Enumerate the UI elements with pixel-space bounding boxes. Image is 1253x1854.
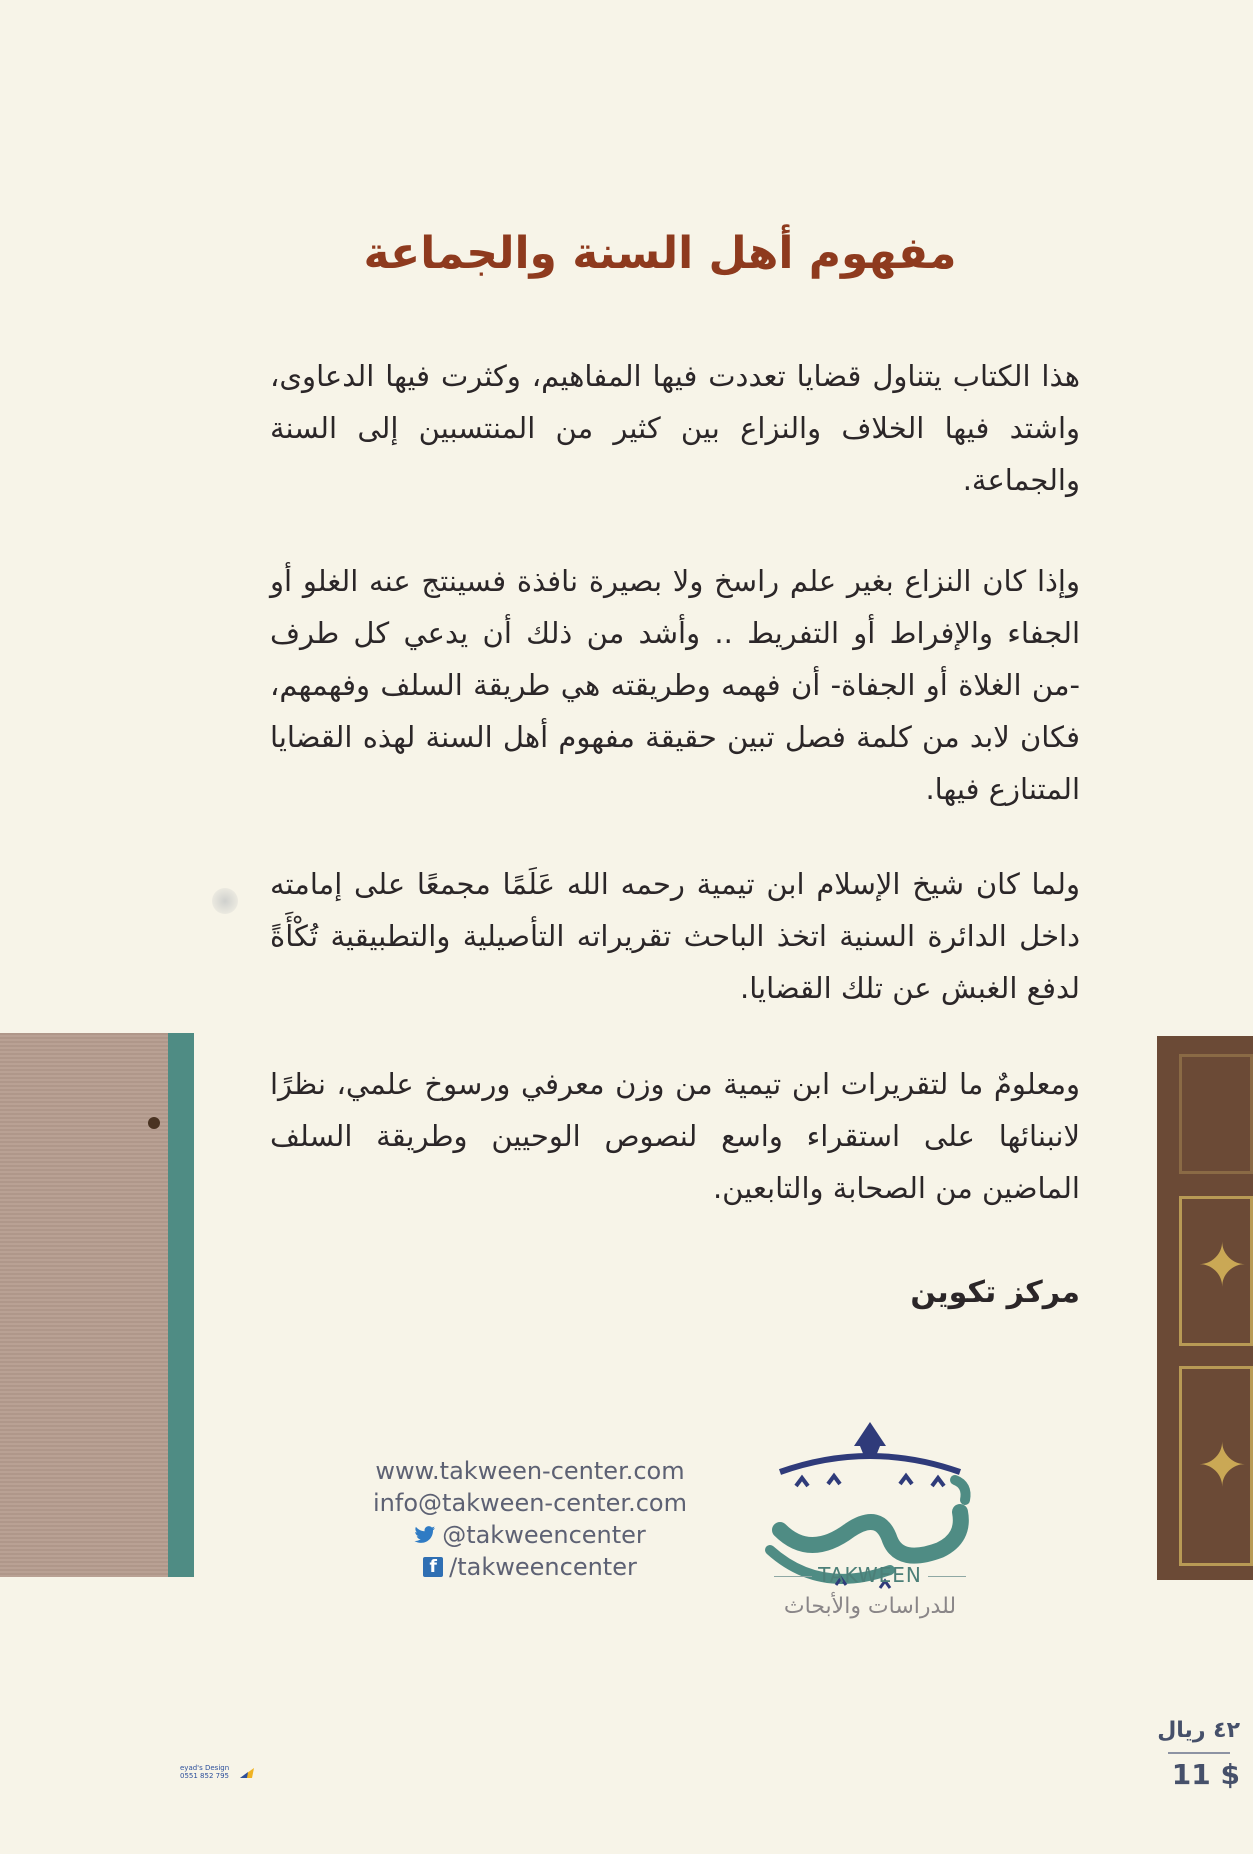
facebook-f-icon: f xyxy=(423,1557,443,1577)
blurb-paragraph-1: هذا الكتاب يتناول قضايا تعددت فيها المفاهيم، وكثرت فيها الدعاوى، واشتد فيها الخلاف والنزاع بين كثير من المنتسبين إلى السنة والجماعة. xyxy=(270,359,1080,497)
publisher-name-en-text: TAKWEEN xyxy=(818,1563,922,1587)
cover-spot xyxy=(148,1117,160,1129)
cover-right-ornament xyxy=(1157,1036,1253,1580)
ornament-panel xyxy=(1179,1054,1253,1174)
ornament-star-icon: ✦ xyxy=(1197,1431,1248,1501)
cover-left-band xyxy=(0,1033,168,1577)
price-divider xyxy=(1168,1752,1230,1754)
designer-credit xyxy=(180,1764,270,1786)
cover-smudge xyxy=(212,888,238,914)
designer-credit-line2: 0551 852 795 xyxy=(180,1772,229,1780)
facebook-handle[interactable]: /takweencenter xyxy=(449,1553,637,1581)
designer-mark-icon xyxy=(238,1766,256,1780)
website-link[interactable]: www.takween-center.com xyxy=(375,1457,685,1485)
cover-teal-stripe xyxy=(168,1033,194,1577)
email-link[interactable]: info@takween-center.com xyxy=(373,1489,687,1517)
publisher-subtitle: للدراسات والأبحاث xyxy=(783,1594,957,1619)
blurb-paragraph-3: ولما كان شيخ الإسلام ابن تيمية رحمه الله عَلَمًا مجمعًا على إمامته داخل الدائرة السنية اتخذ الباحث تقريراته التأصيلية والتطبيقية تُكْأَةً لدفع الغبش عن تلك القضايا. xyxy=(270,867,1080,1005)
signature: مركز تكوين xyxy=(910,1275,1080,1310)
designer-credit-line1: eyad's Design xyxy=(180,1764,230,1772)
book-title: مفهوم أهل السنة والجماعة xyxy=(363,228,957,279)
price-usd: 11 $ xyxy=(1171,1758,1240,1791)
price-sar: ٤٢ ريال xyxy=(1157,1718,1240,1743)
twitter-bird-icon xyxy=(414,1525,436,1545)
blurb-paragraph-2: وإذا كان النزاع بغير علم راسخ ولا بصيرة نافذة فسينتج عنه الغلو أو الجفاء والإفراط أو التفريط .. وأشد من ذلك أن يدعي كل طرف -من الغلاة أو الجفاة- أن فهمه وطريقته هي طريقة السلف وفهمهم، فكان لابد من كلمة فصل تبين حقيقة مفهوم أهل السنة لهذه القضايا المتنازع فيها. xyxy=(270,564,1080,806)
publisher-name-en xyxy=(740,1563,1000,1587)
contact-block xyxy=(340,1455,720,1583)
ornament-star-icon: ✦ xyxy=(1197,1231,1248,1301)
blurb-paragraph-4: ومعلومٌ ما لتقريرات ابن تيمية من وزن معرفي ورسوخ علمي، نظرًا لانبنائها على استقراء واسع لنصوص الوحيين وطريقة السلف الماضين من الصحابة والتابعين. xyxy=(270,1067,1080,1205)
twitter-handle[interactable]: @takweencenter xyxy=(442,1521,646,1549)
